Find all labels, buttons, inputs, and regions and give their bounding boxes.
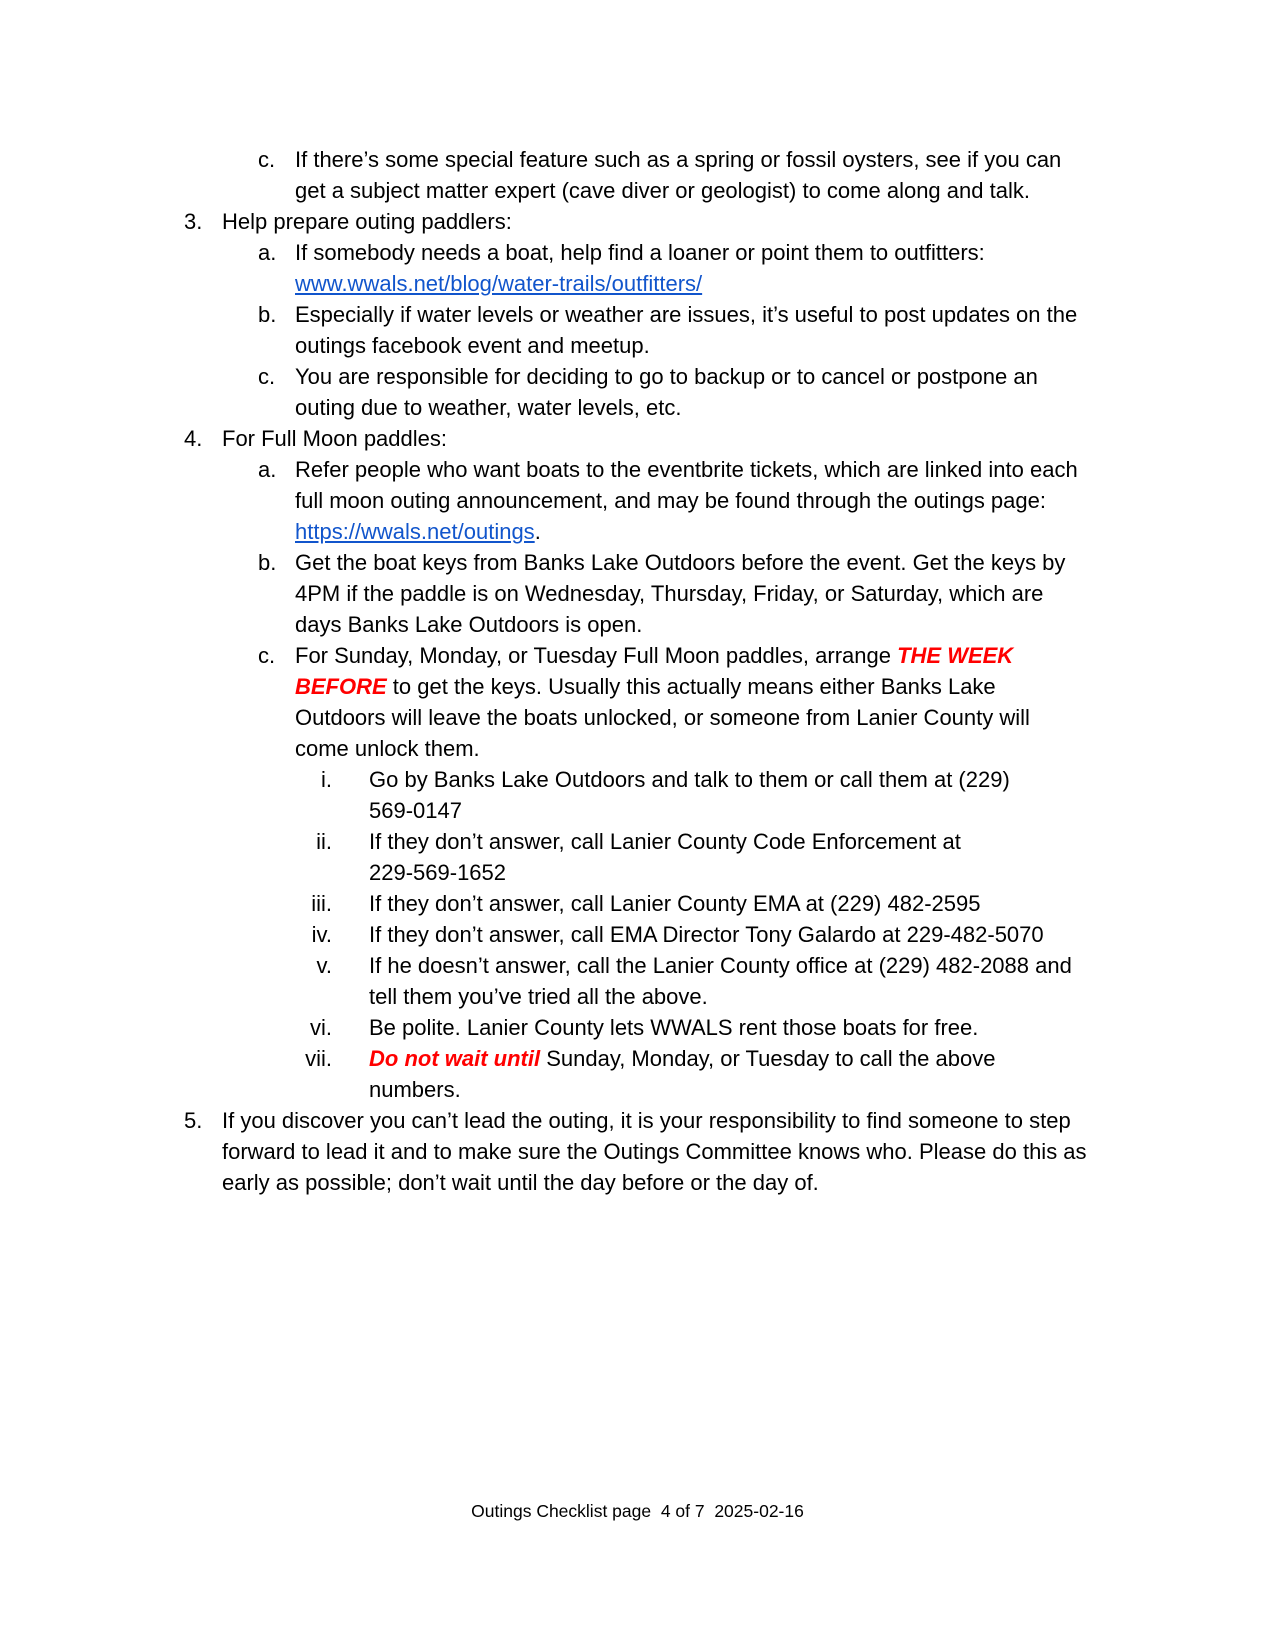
list-item-text: forward to lead it and to make sure the Outings Committee knows who. Please do this as [222,1139,1087,1164]
list-marker-iv: iv. [311,922,332,947]
emphasis-text: Do not wait until [369,1046,541,1071]
outings-link[interactable]: https://wwals.net/outings [295,519,535,544]
list-item-text: If they don’t answer, call EMA Director Tony Galardo at 229-482-5070 [369,922,1044,947]
list-marker-a: a. [258,240,277,265]
list-item-text: early as possible; don’t wait until the day before or the day of. [222,1170,819,1195]
list-marker-b: b. [258,550,277,575]
emphasis-text: BEFORE [295,674,387,699]
list-item-text: come unlock them. [295,736,480,761]
list-item-text [295,640,1013,671]
list-item-text [295,671,996,702]
list-item-text: If somebody needs a boat, help find a loaner or point them to outfitters: [295,240,985,265]
list-marker-4: 4. [184,426,203,451]
list-item-text: If you discover you can’t lead the outing, it is your responsibility to find someone to step [222,1108,1071,1133]
list-marker-v: v. [316,953,332,978]
page-footer: Outings Checklist page 4 of 7 2025-02-16 [471,1501,804,1521]
outfitters-link[interactable]: www.wwals.net/blog/water-trails/outfitters/ [295,271,703,296]
list-marker-c: c. [258,147,276,172]
list-item-text: If he doesn’t answer, call the Lanier County office at (229) 482-2088 and [369,953,1072,978]
list-item-text: numbers. [369,1077,461,1102]
list-item-text: get a subject matter expert (cave diver or geologist) to come along and talk. [295,178,1030,203]
list-item-text: Get the boat keys from Banks Lake Outdoors before the event. Get the keys by [295,550,1066,575]
list-item-heading: Help prepare outing paddlers: [222,209,512,234]
list-item-text [369,1043,995,1074]
list-item-text: outing due to weather, water levels, etc. [295,395,682,420]
list-item-text: outings facebook event and meetup. [295,333,650,358]
list-marker-c: c. [258,364,276,389]
list-item-text: Refer people who want boats to the eventbrite tickets, which are linked into each [295,457,1078,482]
list-item-text: If they don’t answer, call Lanier County EMA at (229) 482-2595 [369,891,981,916]
outfitters-line [295,268,702,299]
list-item-text: days Banks Lake Outdoors is open. [295,612,643,637]
list-item-text: 4PM if the paddle is on Wednesday, Thursday, Friday, or Saturday, which are [295,581,1044,606]
list-marker-5: 5. [184,1108,203,1133]
list-item-text: You are responsible for deciding to go to backup or to cancel or postpone an [295,364,1038,389]
list-marker-vi: vi. [310,1015,332,1040]
list-item-text: 569-0147 [369,798,462,823]
list-marker-iii: iii. [311,891,332,916]
list-marker-3: 3. [184,209,203,234]
list-item-text: If they don’t answer, call Lanier County Code Enforcement at [369,829,961,854]
list-marker-a: a. [258,457,277,482]
list-item-text: 229-569-1652 [369,860,507,885]
emphasis-text: THE WEEK [897,643,1014,668]
list-item-text: full moon outing announcement, and may be found through the outings page: [295,488,1046,513]
list-marker-ii: ii. [316,829,332,854]
list-item-text: Outdoors will leave the boats unlocked, or someone from Lanier County will [295,705,1030,730]
plain-text: For Sunday, Monday, or Tuesday Full Moon paddles, arrange [295,643,898,668]
list-item-text: Go by Banks Lake Outdoors and talk to them or call them at (229) [369,767,1010,792]
list-marker-vii: vii. [305,1046,332,1071]
list-item-text: tell them you’ve tried all the above. [369,984,708,1009]
list-marker-i: i. [321,767,332,792]
list-item-text: Especially if water levels or weather are issues, it’s useful to post updates on the [295,302,1078,327]
period-text: . [534,519,541,544]
list-marker-b: b. [258,302,277,327]
list-item-text: If there’s some special feature such as a spring or fossil oysters, see if you can [295,147,1062,172]
list-marker-c: c. [258,643,276,668]
outings-line [295,516,541,547]
list-item-text: Be polite. Lanier County lets WWALS rent those boats for free. [369,1015,979,1040]
plain-text: Sunday, Monday, or Tuesday to call the above [540,1046,996,1071]
list-item-heading: For Full Moon paddles: [222,426,447,451]
plain-text: to get the keys. Usually this actually means either Banks Lake [386,674,996,699]
